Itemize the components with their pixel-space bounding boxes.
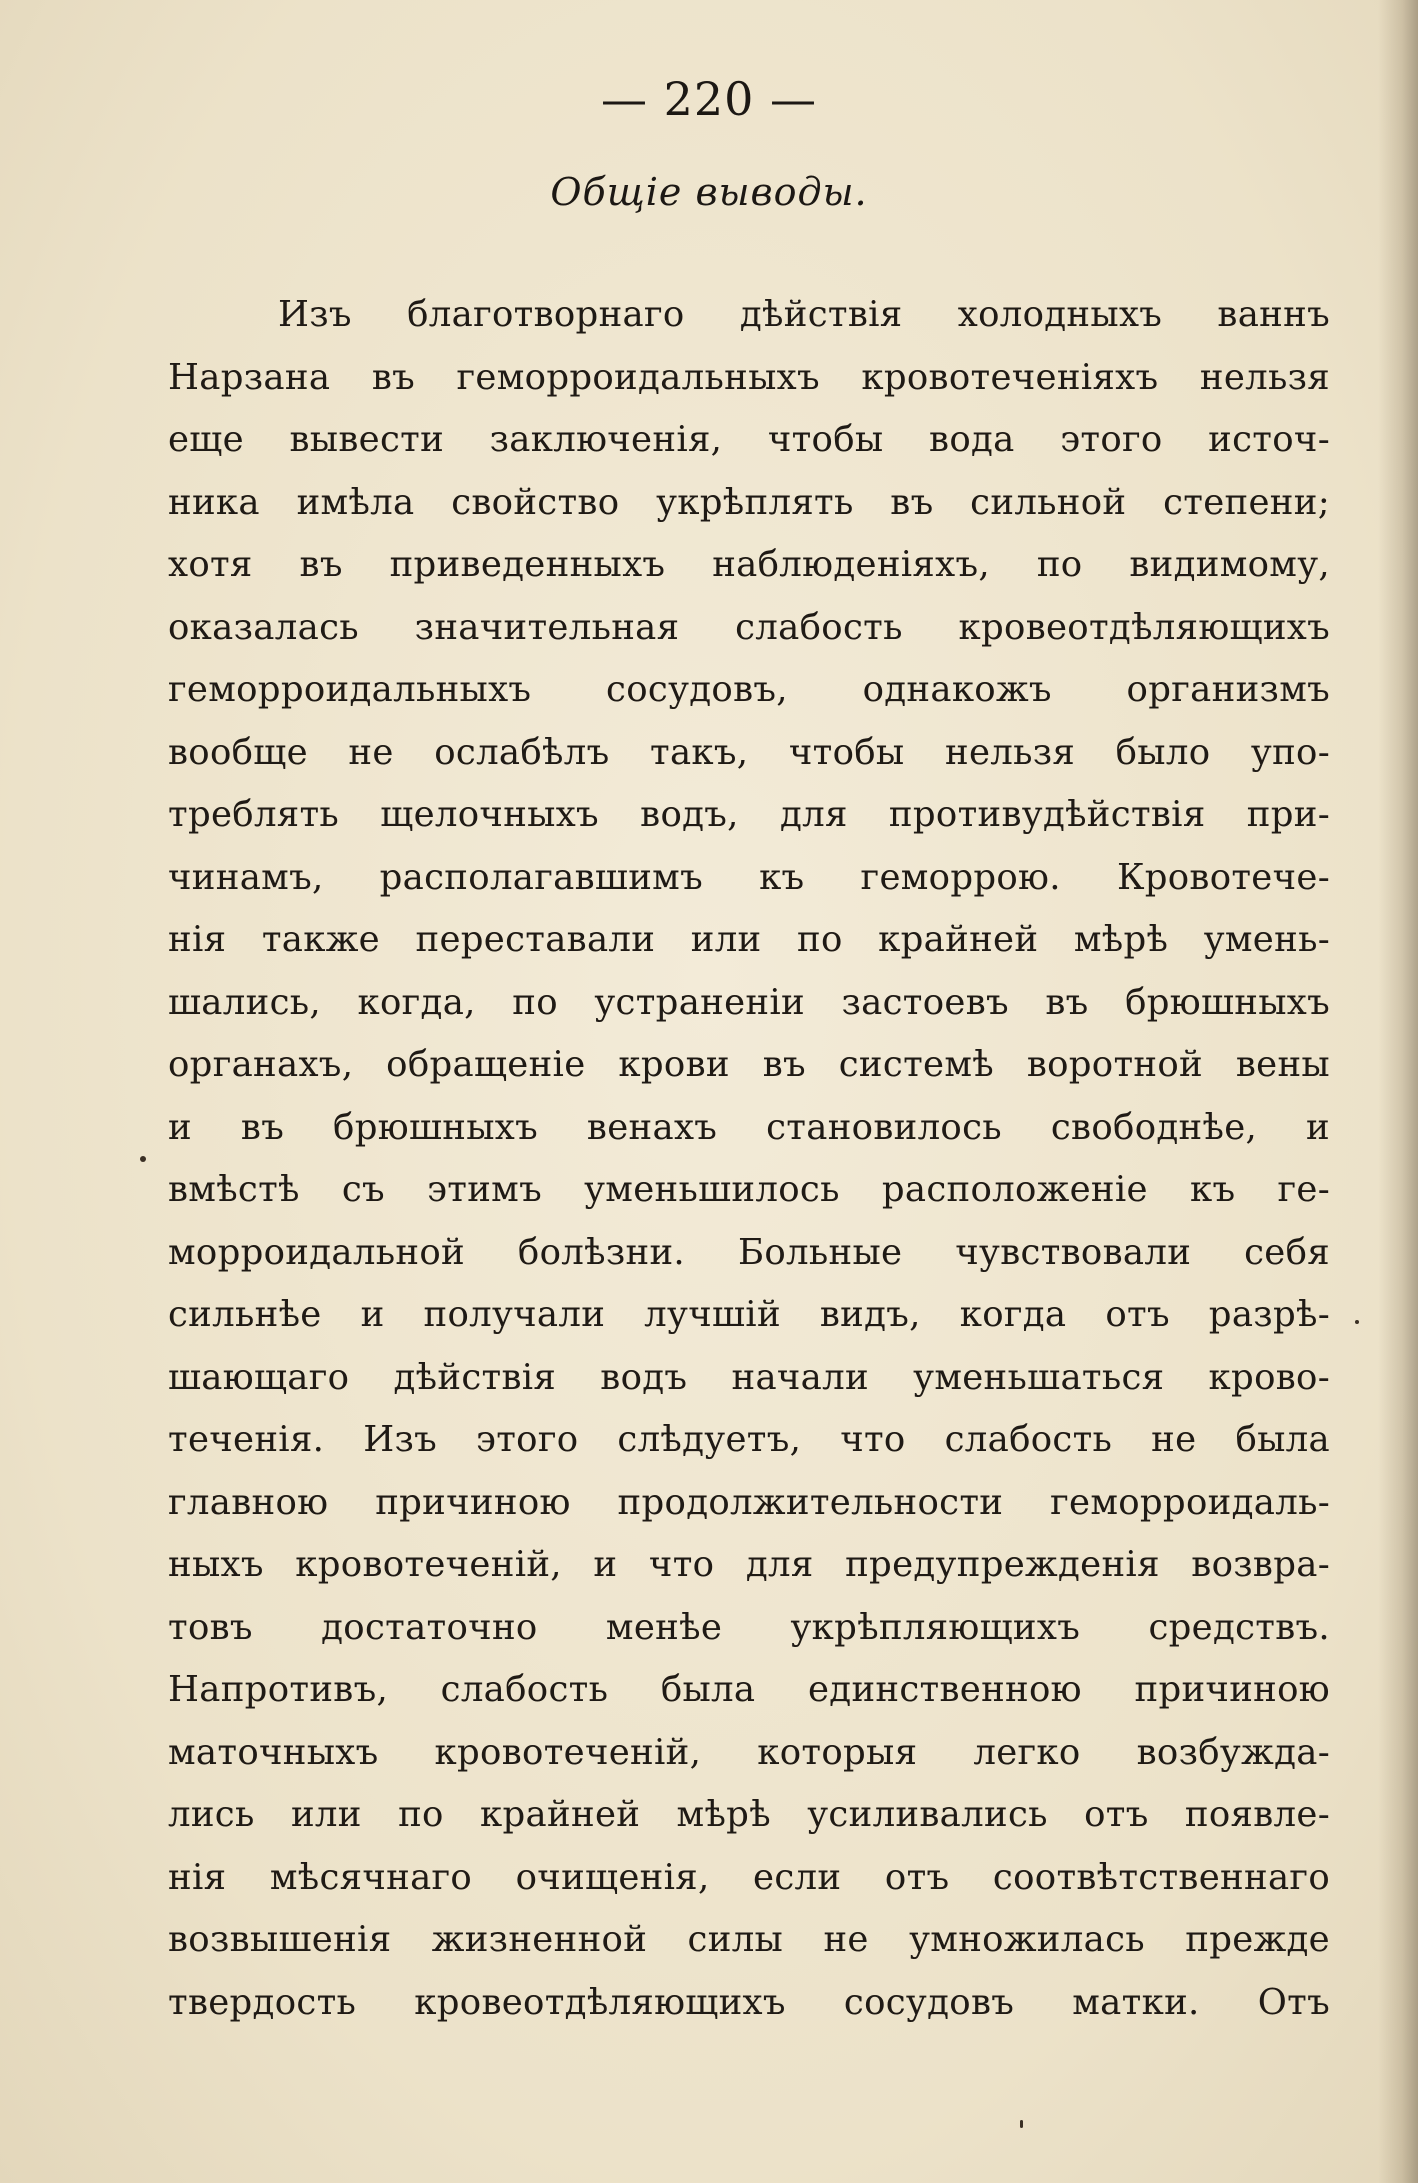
text-line: вмѣстѣ съ этимъ уменьшилось расположеніе къ ге- — [168, 1169, 1330, 1210]
text-line: чинамъ, располагавшимъ къ геморрою. Кровотече- — [168, 856, 1330, 898]
text-line: ника имѣла свойство укрѣплять въ сильной степени; — [168, 481, 1330, 523]
section-heading: Общіе выводы. — [550, 170, 868, 214]
text-line: и въ брюшныхъ венахъ становилось свободнѣе, и — [168, 1106, 1330, 1148]
text-line: шались, когда, по устраненіи застоевъ въ брюшныхъ — [168, 981, 1330, 1023]
text-line: треблять щелочныхъ водъ, для противудѣйствія при- — [168, 794, 1330, 835]
body-paragraph — [168, 284, 1330, 2034]
text-line: сильнѣе и получали лучшій видъ, когда отъ разрѣ- — [168, 1294, 1330, 1335]
page-gutter-shadow — [1378, 0, 1418, 2183]
text-line: твердость кровеотдѣляющихъ сосудовъ матки. Отъ — [168, 1981, 1330, 2023]
ink-speck — [1020, 2120, 1023, 2128]
text-line: органахъ, обращеніе крови въ системѣ воротной вены — [168, 1044, 1330, 1085]
ink-speck — [1355, 1320, 1359, 1324]
text-line: нія мѣсячнаго очищенія, если отъ соотвѣтственнаго — [168, 1856, 1330, 1898]
text-line: маточныхъ кровотеченій, которыя легко возбужда- — [168, 1731, 1330, 1773]
text-line: еще вывести заключенія, чтобы вода этого источ- — [168, 419, 1330, 460]
text-line: Напротивъ, слабость была единственною причиною — [168, 1669, 1330, 1710]
text-line: Изъ благотворнаго дѣйствія холодныхъ ваннъ — [278, 294, 1330, 335]
text-line: геморроидальныхъ сосудовъ, однакожъ организмъ — [168, 669, 1330, 710]
text-line: товъ достаточно менѣе укрѣпляющихъ средствъ. — [168, 1606, 1330, 1648]
text-line: шающаго дѣйствія водъ начали уменьшаться крово- — [168, 1356, 1330, 1398]
text-line: хотя въ приведенныхъ наблюденіяхъ, по видимому, — [168, 544, 1330, 585]
text-line: ныхъ кровотеченій, и что для предупрежденія возвра- — [168, 1544, 1330, 1585]
text-line: Нарзана въ геморроидальныхъ кровотеченіяхъ нельзя — [168, 356, 1330, 398]
text-line: главною причиною продолжительности геморроидаль- — [168, 1481, 1330, 1523]
text-line: теченія. Изъ этого слѣдуетъ, что слабость не была — [168, 1419, 1330, 1460]
text-line: оказалась значительная слабость кровеотдѣляющихъ — [168, 606, 1330, 648]
page-number: — 220 — — [600, 72, 818, 126]
text-line: лись или по крайней мѣрѣ усиливались отъ появле- — [168, 1794, 1330, 1835]
ink-speck — [140, 1156, 146, 1162]
text-line: вообще не ослабѣлъ такъ, чтобы нельзя было упо- — [168, 731, 1330, 773]
text-line: морроидальной болѣзни. Больные чувствовали себя — [168, 1231, 1330, 1273]
text-line: нія также переставали или по крайней мѣрѣ умень- — [168, 919, 1330, 960]
text-line: возвышенія жизненной силы не умножилась прежде — [168, 1919, 1330, 1960]
